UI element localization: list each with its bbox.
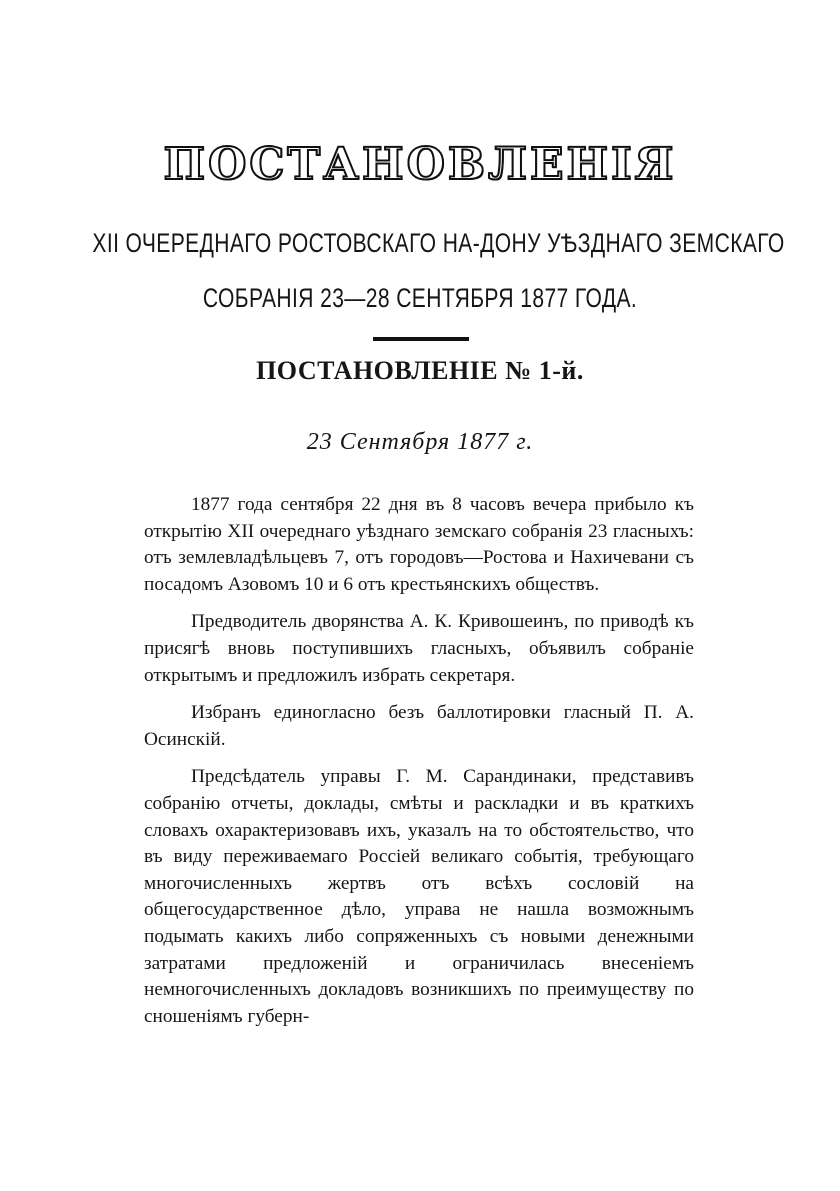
paragraph-4: Предсѣдатель управы Г. М. Сарандинаки, представивъ собранію отчеты, доклады, смѣты и раскладки и въ краткихъ словахъ охарактеризовавъ ихъ, указалъ на то обстоятельство, что въ виду переживаемаго Россіей великаго событія, требующаго многочисленныхъ жертвъ отъ всѣхъ сословій на общегосударственное дѣло, управа не нашла возможнымъ подымать какихъ либо сопряженныхъ съ новыми денежными затратами предложеній и ограничилась внесеніемъ немногочисленныхъ докладовъ возникшихъ по преимуществу по сношеніямъ губерн- — [144, 766, 694, 1027]
subtitle-line-2: СОБРАНІЯ 23—28 СЕНТЯБРЯ 1877 ГОДА. — [202, 283, 638, 313]
main-title: ПОСТАНОВЛЕНІЯ — [163, 139, 677, 190]
paragraph-2: Предводитель дворянства А. К. Кривошеинъ, по приводѣ къ присягѣ вновь поступившихъ гласныхъ, объявилъ собраніе открытымъ и предложилъ избрать секретаря. — [144, 611, 694, 686]
heading-divider — [373, 337, 469, 341]
resolution-heading: ПОСТАНОВЛЕНІЕ № 1-й. — [256, 356, 584, 385]
resolution-date: 23 Сентября 1877 г. — [306, 429, 534, 455]
subtitle-line-1: XII ОЧЕРЕДНАГО РОСТОВСКАГО НА-ДОНУ УѢЗДНАГО ЗЕМСКАГО — [92, 228, 785, 258]
paragraph-1: 1877 года сентября 22 дня въ 8 часовъ вечера прибыло къ открытію XII очереднаго уѣзднаго земскаго собранія 23 гласныхъ: отъ землевладѣльцевъ 7, отъ городовъ—Ростова и Нахичевани съ посадомъ Азовомъ 10 и 6 отъ крестьянскихъ обществъ. — [144, 494, 694, 595]
paragraph-3: Избранъ единогласно безъ баллотировки гласный П. А. Осинскій. — [144, 702, 694, 750]
body-text — [144, 492, 694, 1041]
